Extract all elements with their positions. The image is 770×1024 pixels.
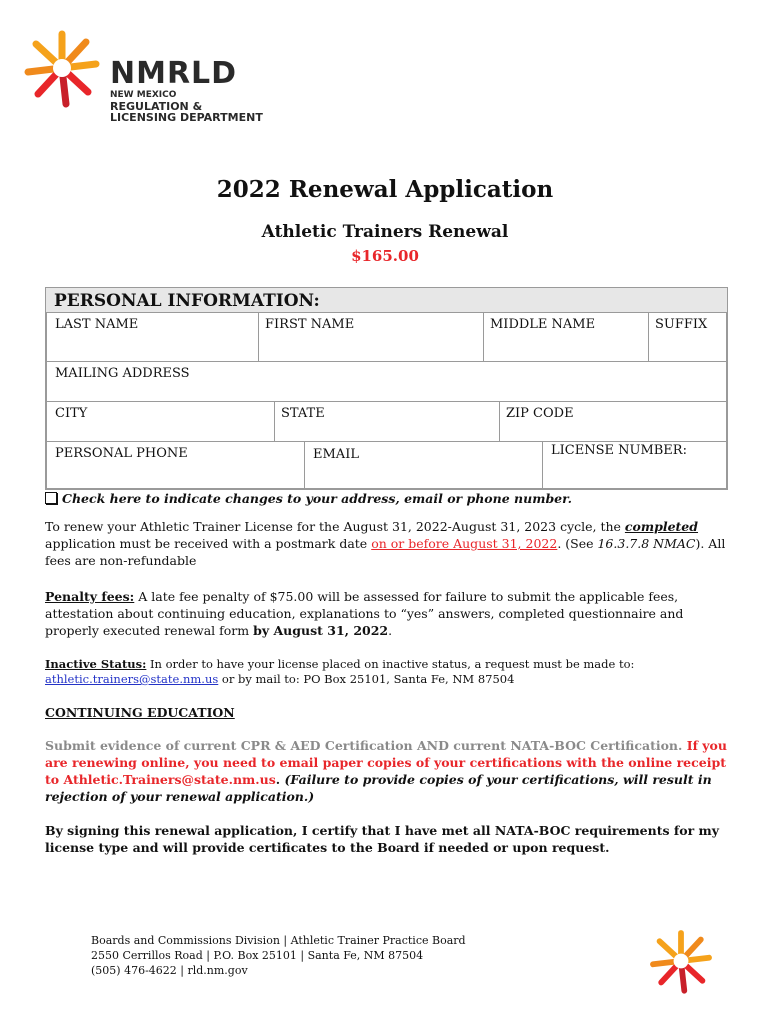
inactive-label: Inactive Status: — [45, 657, 147, 671]
change-checkbox-label: Check here to indicate changes to your address, email or phone number. — [62, 491, 572, 506]
inactive-text: In order to have your license placed on inactive status, a request must be made to: — [146, 657, 635, 671]
ce-rejection-note: (Failure to provide copies of your certifications, will result in rejection of your renewal application.) — [45, 772, 712, 804]
personal-phone-field[interactable] — [46, 441, 305, 489]
middle-name-label: MIDDLE NAME — [490, 317, 596, 332]
first-name-label: FIRST NAME — [265, 317, 355, 332]
footer-line-2: 2550 Cerrillos Road | P.O. Box 25101 | Santa Fe, NM 87504 — [91, 949, 424, 962]
penalty-end: . — [388, 623, 393, 638]
suffix-label: SUFFIX — [655, 317, 708, 332]
footer-line-3: (505) 476-4622 | rld.nm.gov — [91, 964, 248, 977]
zip-code-field[interactable] — [499, 401, 727, 442]
renewal-fee: $165.00 — [351, 247, 419, 265]
penalty-text: A late fee penalty of $75.00 will be assessed for failure to submit the applicable fees, attestation about continuing education, explanations to “yes” answers, completed questionnaire and properly executed renewal form — [45, 589, 684, 638]
ce-requirement: Submit evidence of current CPR & AED Certification AND current NATA-BOC Certification. — [45, 738, 687, 753]
license-number-field[interactable] — [542, 441, 727, 489]
email-label: EMAIL — [313, 447, 359, 462]
attestation-statement: By signing this renewal application, I certify that I have met all NATA-BOC requirements for my license type and will provide certificates to the Board if needed or upon request. — [45, 823, 720, 855]
last-name-field[interactable] — [46, 312, 259, 362]
inactive-email-link[interactable]: athletic.trainers@state.nm.us — [45, 672, 219, 686]
brand-subtitle — [110, 90, 263, 123]
page-title: 2022 Renewal Application — [216, 176, 554, 203]
suffix-field[interactable] — [648, 312, 727, 362]
ce-dot: . — [275, 772, 285, 787]
middle-name-field[interactable] — [483, 312, 649, 362]
renew-text-4: ). All fees are non-refundable — [45, 536, 726, 568]
mailing-address-field[interactable] — [46, 361, 727, 402]
renewal-instructions — [45, 518, 735, 569]
license-number-label: LICENSE NUMBER: — [551, 443, 687, 458]
footer-contact — [91, 933, 466, 978]
form-header: PERSONAL INFORMATION: — [46, 288, 727, 312]
city-label: CITY — [55, 406, 88, 421]
personal-info-form — [45, 287, 728, 490]
inactive-status — [45, 657, 735, 687]
brand-line-1: NEW MEXICO — [110, 90, 177, 100]
ce-online-instructions: If you are renewing online, you need to email paper copies of your certifications with the online receipt to Athletic.Trainers@state.nm.us — [45, 738, 727, 787]
renew-text-2: application must be received with a postmark date — [45, 536, 372, 551]
city-field[interactable] — [46, 401, 275, 442]
renew-text-3: . (See — [557, 536, 598, 551]
continuing-education-heading: CONTINUING EDUCATION — [45, 705, 235, 720]
renew-text-1: To renew your Athletic Trainer License for the August 31, 2022-August 31, 2023 cycle, the — [45, 519, 625, 534]
page-subtitle: Athletic Trainers Renewal — [261, 222, 509, 242]
state-label: STATE — [281, 406, 325, 421]
completed-emphasis: completed — [624, 519, 699, 534]
change-checkbox[interactable] — [45, 492, 57, 504]
brand-name: NMRLD — [110, 56, 238, 91]
footer-logo-icon — [648, 928, 714, 994]
inactive-mail-address: or by mail to: PO Box 25101, Santa Fe, NM 87504 — [218, 672, 515, 686]
brand-line-3: LICENSING DEPARTMENT — [110, 111, 263, 124]
personal-phone-label: PERSONAL PHONE — [55, 446, 188, 461]
penalty-label: Penalty fees: — [45, 589, 135, 604]
change-checkbox-row[interactable] — [45, 491, 572, 506]
brand-line-2: REGULATION & — [110, 100, 203, 113]
continuing-education-text — [45, 737, 735, 805]
nmac-reference: 16.3.7.8 NMAC — [597, 536, 696, 551]
email-field[interactable] — [304, 441, 543, 489]
penalty-fees — [45, 588, 735, 639]
state-field[interactable] — [274, 401, 500, 442]
first-name-field[interactable] — [258, 312, 484, 362]
footer-line-1: Boards and Commissions Division | Athletic Trainer Practice Board — [91, 934, 466, 947]
mailing-address-label: MAILING ADDRESS — [55, 366, 190, 381]
zip-code-label: ZIP CODE — [506, 406, 574, 421]
nmrld-logo-icon — [22, 28, 102, 108]
last-name-label: LAST NAME — [55, 317, 139, 332]
penalty-deadline: by August 31, 2022 — [253, 623, 389, 638]
renewal-deadline: on or before August 31, 2022 — [371, 536, 558, 551]
